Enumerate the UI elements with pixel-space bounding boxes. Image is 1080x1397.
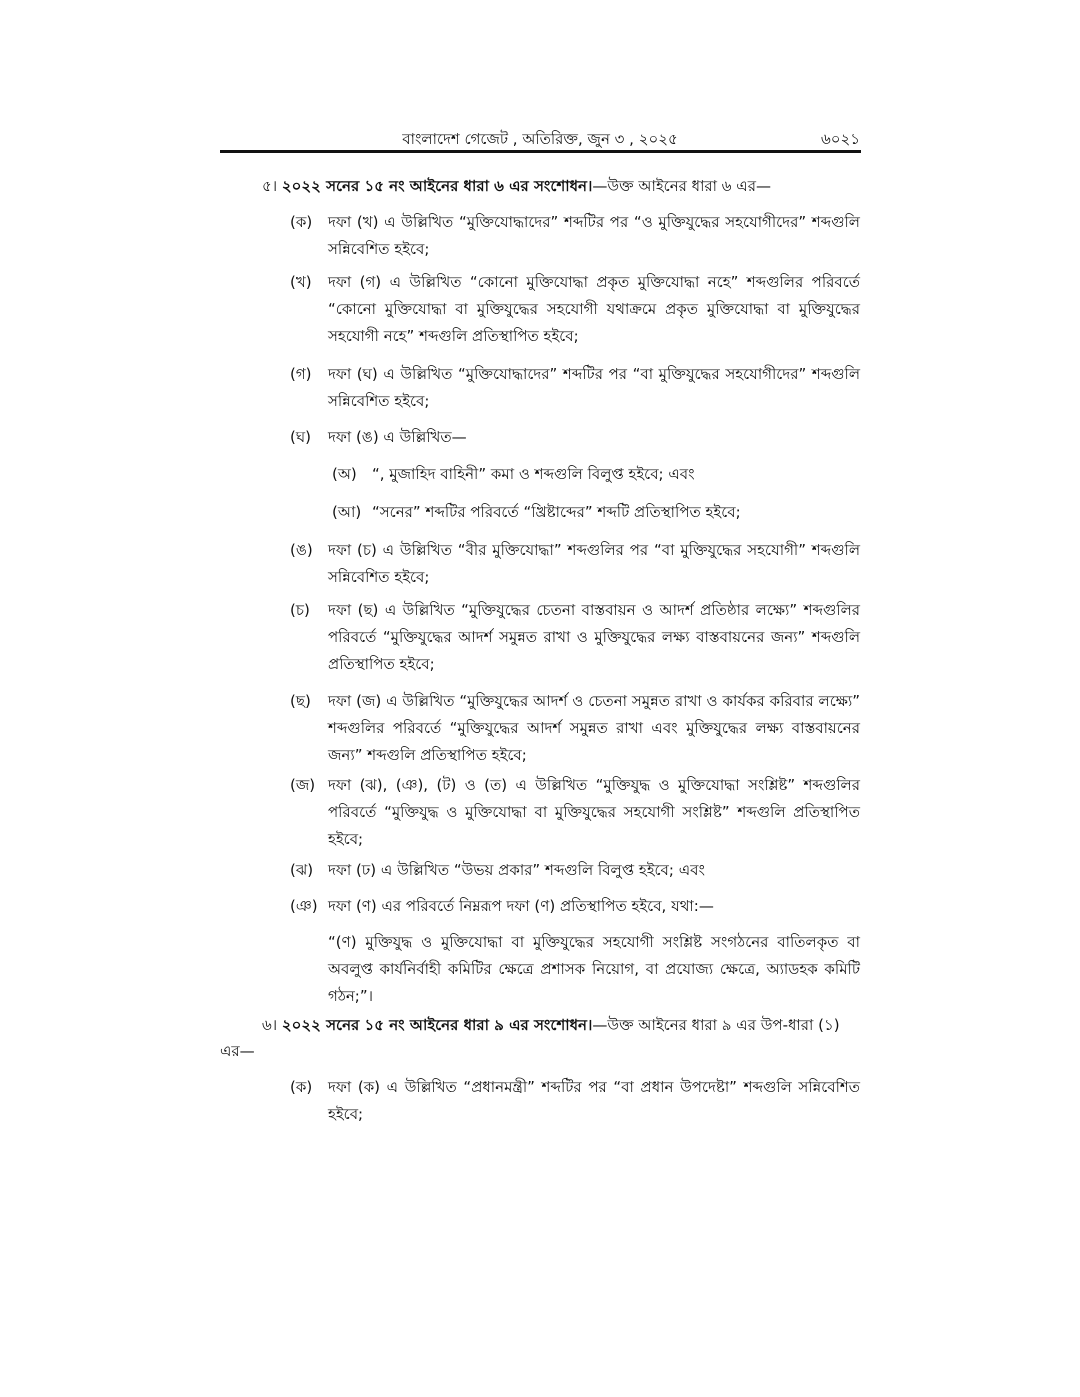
- list-item: [290, 537, 860, 591]
- item-label: (ঘ): [290, 428, 311, 446]
- section-5-heading: [262, 174, 862, 199]
- sub-item-label: (আ): [332, 503, 362, 521]
- sub-item-label: (অ): [332, 465, 357, 483]
- section-title: ২০২২ সনের ১৫ নং আইনের ধারা ৯ এর সংশোধন।: [281, 1016, 593, 1034]
- section-lead: —উক্ত আইনের ধারা ৬ এর—: [592, 177, 771, 195]
- section-number: ৫।: [262, 177, 278, 195]
- item-text: দফা (ঘ) এ উল্লিখিত “মুক্তিযোদ্ধাদের” শব্দটির পর “বা মুক্তিযুদ্ধের সহযোগীদের” শব্দগুলি সন্নিবেশিত হইবে;: [328, 365, 860, 410]
- item-text: দফা (চ) এ উল্লিখিত “বীর মুক্তিযোদ্ধা” শব্দগুলির পর “বা মুক্তিযুদ্ধের সহযোগী” শব্দগুলি সন্নিবেশিত হইবে;: [328, 541, 860, 586]
- list-item: [290, 597, 860, 678]
- item-label: (ক): [290, 1078, 313, 1096]
- page-header: [220, 128, 860, 150]
- item-label: (গ): [290, 365, 312, 383]
- sub-item: [332, 461, 860, 488]
- item-label: (ক): [290, 213, 313, 231]
- list-item: [290, 772, 860, 853]
- item-text: দফা (ছ) এ উল্লিখিত “মুক্তিযুদ্ধের চেতনা বাস্তবায়ন ও আদর্শ প্রতিষ্ঠার লক্ষ্যে” শব্দগুলির পরিবর্তে “মুক্তিযুদ্ধের আদর্শ সমুন্নত রাখা ও মুক্তিযুদ্ধের লক্ষ্য বাস্তবায়নের জন্য” শব্দগুলি প্রতিস্থাপিত হইবে;: [328, 601, 860, 673]
- item-text: দফা (জ) এ উল্লিখিত “মুক্তিযুদ্ধের আদর্শ ও চেতনা সমুন্নত রাখা ও কার্যকর করিবার লক্ষ্যে” শব্দগুলির পরিবর্তে “মুক্তিযুদ্ধের আদর্শ সমুন্নত রাখা এবং মুক্তিযুদ্ধের লক্ষ্য বাস্তবায়নের জন্য” শব্দগুলি প্রতিস্থাপিত হইবে;: [328, 692, 860, 764]
- item-text: দফা (ণ) এর পরিবর্তে নিম্নরূপ দফা (ণ) প্রতিস্থাপিত হইবে, যথা:—: [328, 897, 714, 915]
- header-rule: [220, 150, 861, 153]
- list-item: [290, 857, 860, 884]
- sub-item-text: “, মুজাহিদ বাহিনী” কমা ও শব্দগুলি বিলুপ্ত হইবে; এবং: [372, 465, 695, 483]
- page-number: ৬০২১: [821, 130, 860, 148]
- item-text: দফা (ক) এ উল্লিখিত “প্রধানমন্ত্রী” শব্দটির পর “বা প্রধান উপদেষ্টা” শব্দগুলি সন্নিবেশিত হইবে;: [328, 1078, 860, 1123]
- section-6-heading: [220, 1012, 860, 1064]
- section-title: ২০২২ সনের ১৫ নং আইনের ধারা ৬ এর সংশোধন।: [281, 177, 593, 195]
- item-text: দফা (ঝ), (ঞ), (ট) ও (ত) এ উল্লিখিত “মুক্তিযুদ্ধ ও মুক্তিযোদ্ধা সংশ্লিষ্ট” শব্দগুলির পরিবর্তে “মুক্তিযুদ্ধ ও মুক্তিযোদ্ধা বা মুক্তিযুদ্ধের সহযোগী সংশ্লিষ্ট” শব্দগুলি প্রতিস্থাপিত হইবে;: [328, 776, 860, 848]
- item-label: (ঝ): [290, 861, 314, 879]
- item-label: (জ): [290, 776, 316, 794]
- sub-item-text: “সনের” শব্দটির পরিবর্তে “খ্রিষ্টাব্দের” শব্দটি প্রতিস্থাপিত হইবে;: [372, 503, 741, 521]
- list-item: [290, 688, 860, 769]
- gazette-title: বাংলাদেশ গেজেট , অতিরিক্ত, জুন ৩ , ২০২৫: [402, 130, 678, 148]
- list-item: [290, 424, 860, 451]
- item-label: (ছ): [290, 692, 311, 710]
- list-item: [290, 893, 860, 920]
- section-number: ৬।: [262, 1016, 278, 1034]
- item-text: দফা (ঢ) এ উল্লিখিত “উভয় প্রকার” শব্দগুলি বিলুপ্ত হইবে; এবং: [328, 861, 705, 879]
- item-label: (চ): [290, 601, 310, 619]
- section-lead: —উক্ত আইনের ধারা ৯ এর উপ-ধারা (১) এর—: [220, 1016, 840, 1060]
- list-item: [290, 209, 860, 263]
- item-text: দফা (ঙ) এ উল্লিখিত—: [328, 428, 467, 446]
- item-label: (খ): [290, 273, 312, 291]
- inserted-clause-quote: “(ণ) মুক্তিযুদ্ধ ও মুক্তিযোদ্ধা বা মুক্তিযুদ্ধের সহযোগী সংশ্লিষ্ট সংগঠনের বাতিলকৃত বা অবলুপ্ত কার্যনির্বাহী কমিটির ক্ষেত্রে প্রশাসক নিয়োগ, বা প্রযোজ্য ক্ষেত্রে, অ্যাডহক কমিটি গঠন;”।: [328, 933, 860, 1005]
- list-item: [290, 361, 860, 415]
- item-label: (ঞ): [290, 897, 318, 915]
- list-item: [290, 1074, 860, 1128]
- sub-item: [332, 499, 860, 526]
- item-text: দফা (খ) এ উল্লিখিত “মুক্তিযোদ্ধাদের” শব্দটির পর “ও মুক্তিযুদ্ধের সহযোগীদের” শব্দগুলি সন্নিবেশিত হইবে;: [328, 213, 860, 258]
- item-label: (ঙ): [290, 541, 313, 559]
- list-item: [290, 269, 860, 350]
- item-text: দফা (গ) এ উল্লিখিত “কোনো মুক্তিযোদ্ধা প্রকৃত মুক্তিযোদ্ধা নহে” শব্দগুলির পরিবর্তে “কোনো মুক্তিযোদ্ধা বা মুক্তিযুদ্ধের সহযোগী যথাক্রমে প্রকৃত মুক্তিযোদ্ধা বা মুক্তিযুদ্ধের সহযোগী নহে” শব্দগুলি প্রতিস্থাপিত হইবে;: [328, 273, 860, 345]
